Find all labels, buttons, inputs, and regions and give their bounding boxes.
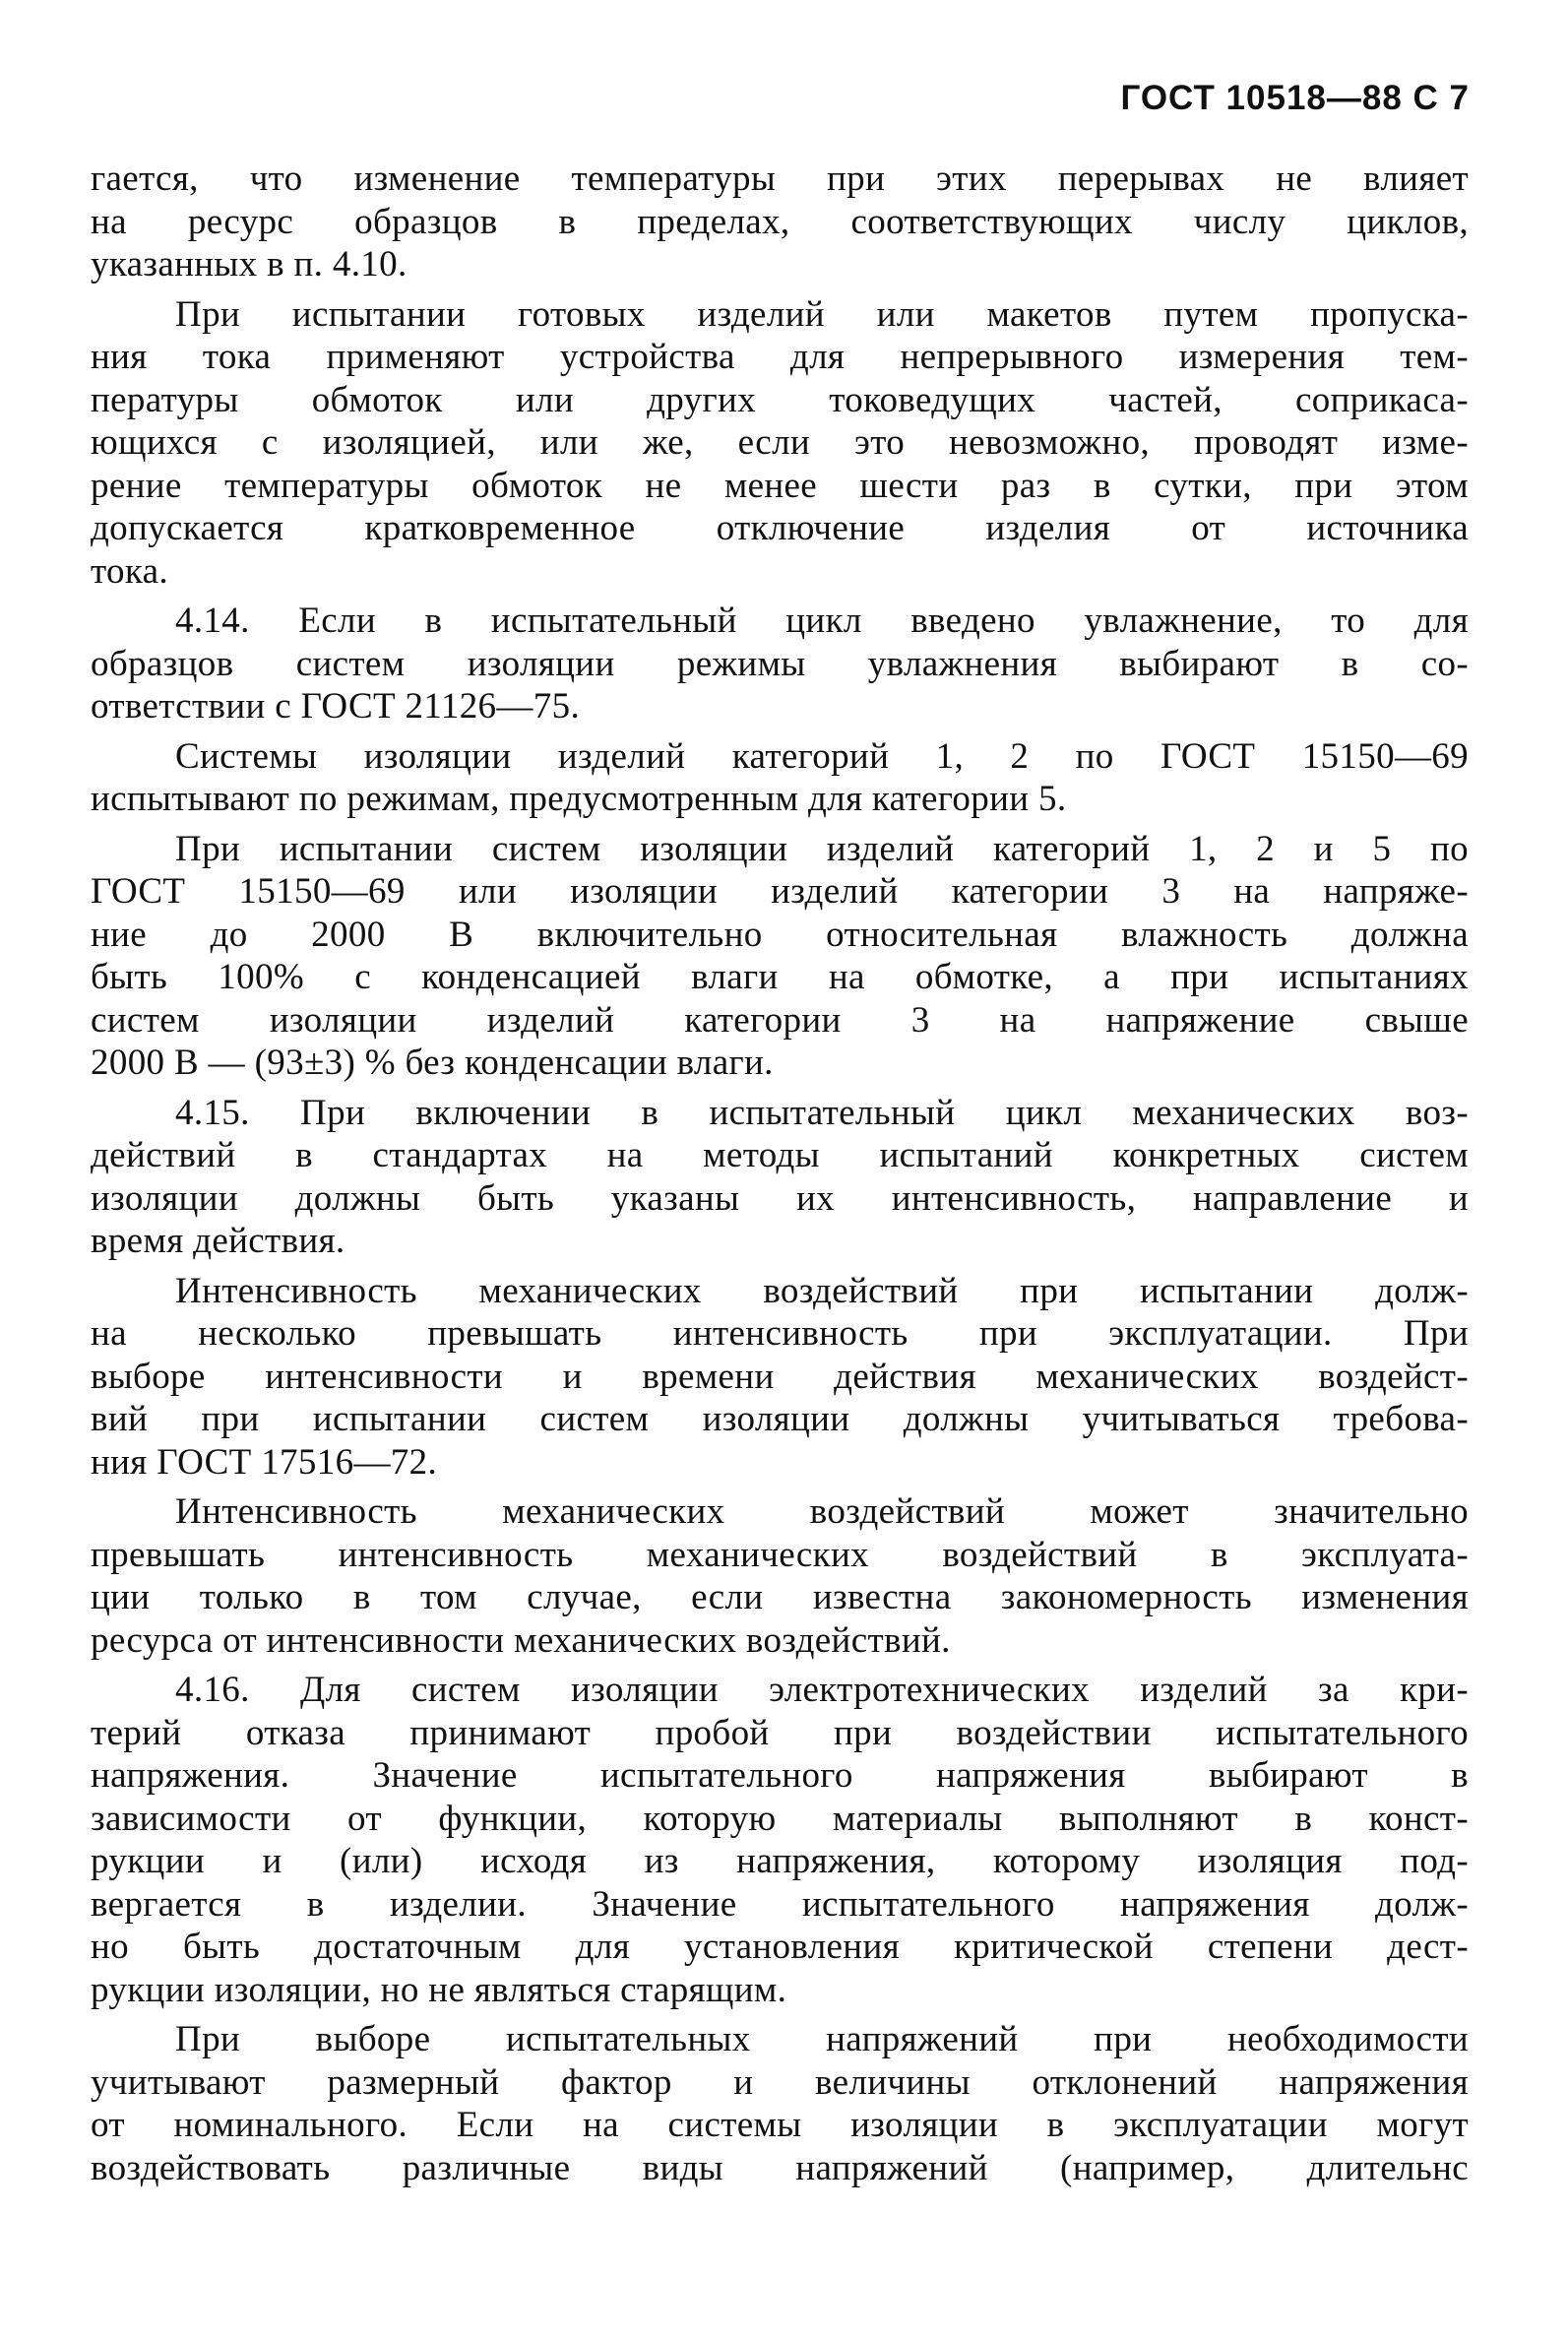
text-line: 2000 В — (93±3) % без конденсации влаги. bbox=[91, 1043, 774, 1083]
text-line: быть 100% с конденсацией влаги на обмотке, а при испытаниях bbox=[91, 957, 1469, 997]
text-line: 4.16. Для систем изоляции электротехнических изделий за кри- bbox=[175, 1670, 1469, 1710]
text-line: При выборе испытательных напряжений при необходимости bbox=[175, 2019, 1469, 2059]
text-line: ющихся с изоляцией, или же, если это невозможно, проводят изме- bbox=[91, 422, 1469, 463]
text-line: терий отказа принимают пробой при воздействии испытательного bbox=[91, 1712, 1469, 1753]
text-line: но быть достаточным для установления критической степени дест- bbox=[91, 1927, 1469, 1967]
text-line: При испытании систем изоляции изделий категорий 1, 2 и 5 по bbox=[175, 828, 1469, 869]
text-line: 4.15. При включении в испытательный цикл механических воз- bbox=[175, 1092, 1469, 1133]
text-line: систем изоляции изделий категории 3 на напряжение свыше bbox=[91, 999, 1469, 1041]
text-line: на ресурс образцов в пределах, соответствующих числу циклов, bbox=[91, 201, 1469, 242]
page-header: ГОСТ 10518—88 С 7 bbox=[1120, 79, 1470, 117]
text-line: на несколько превышать интенсивность при эксплуатации. При bbox=[91, 1313, 1469, 1354]
text-line: учитывают размерный фактор и величины отклонений напряжения bbox=[91, 2061, 1469, 2103]
text-line: При испытании готовых изделий или макетов путем пропуска- bbox=[175, 293, 1469, 335]
text-line: выборе интенсивности и времени действия механических воздейст- bbox=[91, 1356, 1469, 1397]
text-line: Системы изоляции изделий категорий 1, 2 по ГОСТ 15150—69 bbox=[175, 735, 1469, 777]
text-line: Интенсивность механических воздействий при испытании долж- bbox=[175, 1270, 1469, 1311]
text-line: ответствии с ГОСТ 21126—75. bbox=[91, 686, 581, 727]
text-line: превышать интенсивность механических воздействий в эксплуата- bbox=[91, 1534, 1469, 1575]
document-body bbox=[91, 158, 1469, 2189]
text-line: допускается кратковременное отключение изделия от источника bbox=[91, 508, 1469, 548]
text-line: 4.14. Если в испытательный цикл введено увлажнение, то для bbox=[175, 601, 1469, 641]
text-line: вий при испытании систем изоляции должны учитываться требова- bbox=[91, 1399, 1469, 1439]
text-line: время действия. bbox=[91, 1221, 345, 1261]
text-line: тока. bbox=[91, 550, 169, 592]
text-line: Интенсивность механических воздействий может значительно bbox=[175, 1491, 1469, 1532]
text-line: ния ГОСТ 17516—72. bbox=[91, 1441, 438, 1483]
text-line: ГОСТ 15150—69 или изоляции изделий категории 3 на напряже- bbox=[91, 871, 1469, 912]
text-line: ции только в том случае, если известна закономерность изменения bbox=[91, 1577, 1469, 1617]
text-line: рукции и (или) исходя из напряжения, которому изоляция под- bbox=[91, 1841, 1469, 1881]
text-line: напряжения. Значение испытательного напряжения выбирают в bbox=[91, 1755, 1469, 1796]
text-line: изоляции должны быть указаны их интенсивность, направление и bbox=[91, 1177, 1469, 1219]
text-line: рукции изоляции, но не являться старящим. bbox=[91, 1969, 787, 2010]
text-line: ния тока применяют устройства для непрерывного измерения тем- bbox=[91, 337, 1469, 377]
text-line: от номинального. Если на системы изоляции в эксплуатации могут bbox=[91, 2105, 1469, 2145]
text-line: указанных в п. 4.10. bbox=[91, 244, 408, 285]
text-line: ресурса от интенсивности механических воздействий. bbox=[91, 1619, 951, 1661]
text-line: пературы обмоток или других токоведущих частей, соприкаса- bbox=[91, 379, 1469, 420]
text-line: ние до 2000 В включительно относительная влажность должна bbox=[91, 914, 1469, 955]
text-line: рение температуры обмоток не менее шести раз в сутки, при этом bbox=[91, 465, 1469, 506]
text-line: образцов систем изоляции режимы увлажнения выбирают в со- bbox=[91, 643, 1469, 684]
text-line: вергается в изделии. Значение испытательного напряжения долж- bbox=[91, 1883, 1469, 1925]
text-line: воздействовать различные виды напряжений (например, длительнс bbox=[91, 2147, 1469, 2188]
text-line: гается, что изменение температуры при этих перерывах не влияет bbox=[91, 158, 1469, 199]
text-line: испытывают по режимам, предусмотренным для категории 5. bbox=[91, 779, 1067, 819]
text-line: действий в стандартах на методы испытаний конкретных систем bbox=[91, 1135, 1469, 1175]
text-line: зависимости от функции, которую материалы выполняют в конст- bbox=[91, 1798, 1469, 1839]
